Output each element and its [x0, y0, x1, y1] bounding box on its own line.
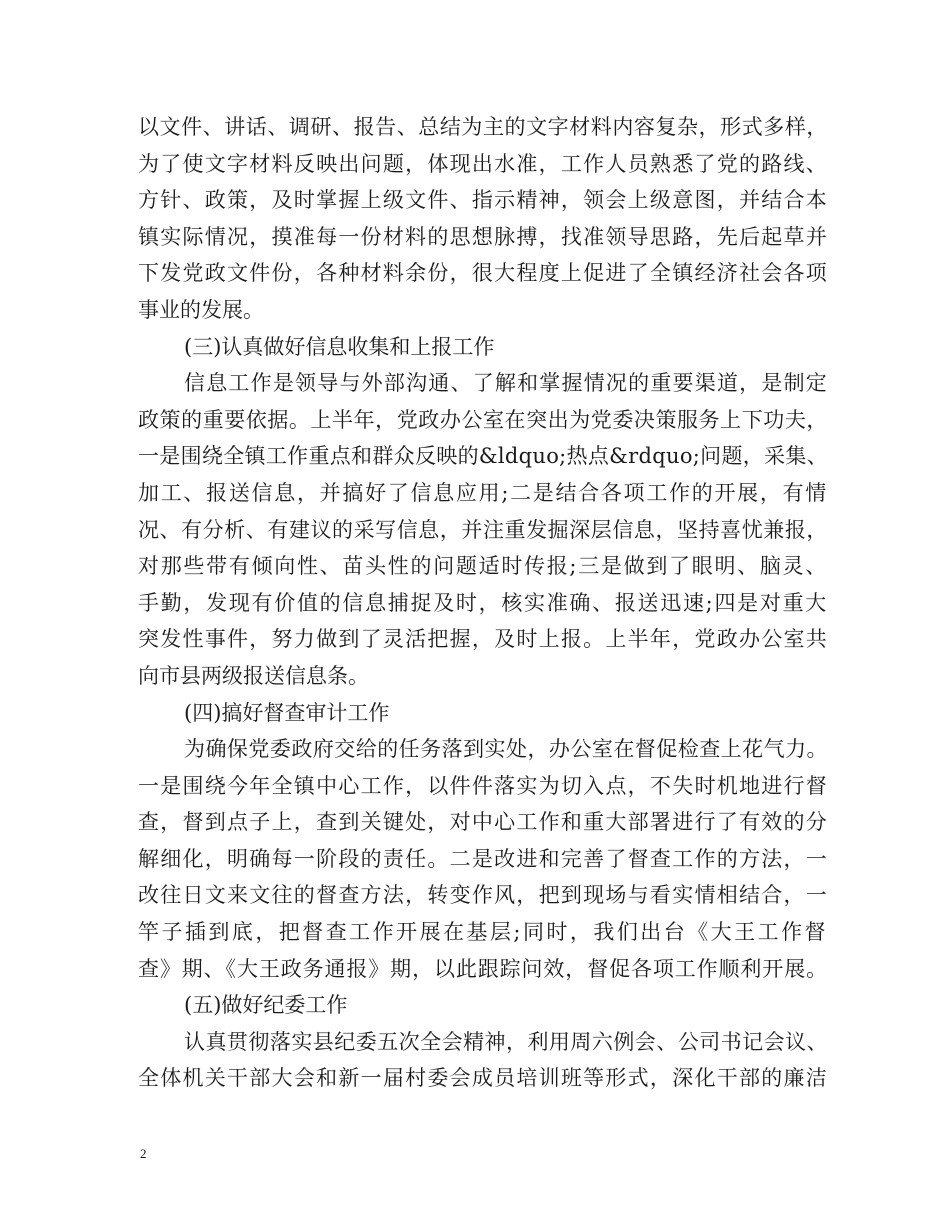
text-line: 加工、报送信息，并搞好了信息应用;二是结合各项工作的开展，有情 — [138, 480, 828, 505]
text-line: 手勤，发现有价值的信息捕捉及时，核实准确、报送迅速;四是对重大 — [138, 590, 828, 615]
text-line: 政策的重要依据。上半年，党政办公室在突出为党委决策服务上下功夫， — [138, 407, 828, 432]
text-line: 况、有分析、有建议的采写信息，并注重发掘深层信息，坚持喜忧兼报， — [138, 517, 828, 542]
text-line: 全体机关干部大会和新一届村委会成员培训班等形式，深化干部的廉洁 — [138, 1066, 828, 1091]
text-line: 解细化，明确每一阶段的责任。二是改进和完善了督查工作的方法，一 — [138, 846, 828, 871]
text-line: 向市县两级报送信息条。 — [138, 663, 369, 688]
text-line: 竿子插到底，把督查工作开展在基层;同时，我们出台《大王工作督 — [138, 920, 828, 945]
page-number: 2 — [140, 1146, 147, 1161]
text-line: (五)做好纪委工作 — [184, 993, 348, 1018]
text-line: 下发党政文件份，各种材料余份，很大程度上促进了全镇经济社会各项 — [138, 261, 828, 286]
text-line: 查，督到点子上，查到关键处，对中心工作和重大部署进行了有效的分 — [138, 810, 828, 835]
body-text — [138, 109, 828, 1097]
text-line: 以文件、讲话、调研、报告、总结为主的文字材料内容复杂，形式多样， — [138, 115, 828, 139]
text-line: 为了使文字材料反映出问题，体现出水准，工作人员熟悉了党的路线、 — [138, 151, 828, 176]
text-line: 突发性事件，努力做到了灵活把握，及时上报。上半年，党政办公室共 — [138, 627, 828, 652]
text-line: 一是围绕今年全镇中心工作，以件件落实为切入点，不失时机地进行督 — [138, 773, 828, 798]
text-line: 镇实际情况，摸准每一份材料的思想脉搏，找准领导思路，先后起草并 — [138, 224, 828, 249]
text-line: (四)搞好督查审计工作 — [184, 700, 390, 725]
text-line: 改往日文来文往的督查方法，转变作风，把到现场与看实情相结合，一 — [138, 883, 828, 908]
text-line: 查》期、《大王政务通报》期，以此跟踪问效，督促各项工作顺利开展。 — [138, 956, 828, 981]
text-line: (三)认真做好信息收集和上报工作 — [184, 334, 495, 359]
text-line: 信息工作是领导与外部沟通、了解和掌握情况的重要渠道，是制定 — [184, 371, 828, 396]
text-line: 为确保党委政府交给的任务落到实处，办公室在督促检查上花气力。 — [184, 737, 828, 762]
text-line: 方针、政策，及时掌握上级文件、指示精神，领会上级意图，并结合本 — [138, 188, 828, 213]
text-line: 事业的发展。 — [138, 297, 264, 322]
text-line: 一是围绕全镇工作重点和群众反映的&ldquo;热点&rdquo;问题，采集、 — [138, 444, 828, 469]
text-line: 对那些带有倾向性、苗头性的问题适时传报;三是做到了眼明、脑灵、 — [138, 554, 828, 579]
text-line: 认真贯彻落实县纪委五次全会精神，利用周六例会、公司书记会议、 — [184, 1029, 828, 1054]
